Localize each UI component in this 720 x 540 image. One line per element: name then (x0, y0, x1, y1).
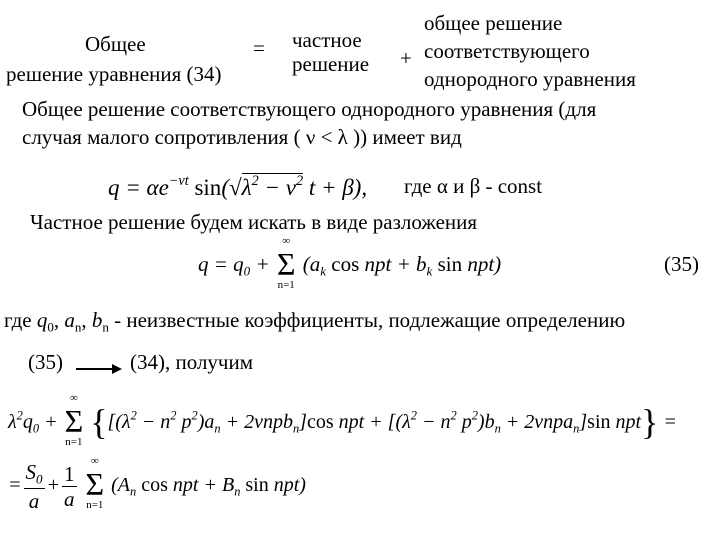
particular-solution-label: частное (292, 28, 362, 52)
arrow-icon (76, 362, 122, 380)
sum-symbol: Σ ∞ n=1 (276, 235, 296, 291)
general-solution-label: Общее (85, 32, 146, 56)
result-formula: = $\frac{S_0}{a}$ + $\frac{1}{a}$ Σ ∞ n=1 ($A_n$ cos npt + $B_n$ sin npt) (8, 454, 306, 513)
paragraph-line1: Общее решение соответствующего однородного уравнения (для (22, 97, 597, 121)
substitution-to: (34), получим (130, 350, 254, 374)
paragraph-line2: случая малого сопротивления ( ν < λ )) имеет вид (22, 125, 462, 149)
equation-number: (35) (664, 252, 699, 276)
coefficients-note: где $q_0$, $a_n$, $b_n$ - неизвестные коэффициенты, подлежащие определению (4, 308, 626, 335)
homogeneous-solution-line1: общее решение (424, 11, 563, 35)
substitution-from: (35) (28, 350, 63, 374)
sum-symbol: Σ ∞ n=1 (85, 454, 105, 511)
constants-note: где α и β - const (404, 174, 543, 198)
homogeneous-solution-formula: $q = \alpha e^{-\nu t}$ $\sin(√\lambda^2 - \nu^2$ t + β), (108, 173, 368, 200)
expansion-formula: $q = q_0 + \Sigma$ ∞ n=1 ($a_k$ cos npt + $b_k$ sin npt) (198, 235, 502, 291)
plus-sign: + (400, 46, 412, 70)
homogeneous-solution-line3: однородного уравнения (424, 67, 636, 91)
general-solution-label-line2: решение уравнения (34) (6, 62, 222, 86)
particular-solution-label-line2: решение (292, 52, 370, 76)
homogeneous-solution-line2: соответствующего (424, 39, 590, 63)
substituted-formula: $\lambda^2q_0 + \Sigma$ ∞ n=1 {[($\lambda^2 - n^2$ $p^2)a_n + 2\nu npb_n]\cos$ npt + [($\lambda^2 - n^2$ $p^2)b_n + 2\nu npa_n]\sin$ npt} = (8, 392, 677, 448)
expansion-paragraph: Частное решение будем искать в виде разложения (30, 210, 478, 234)
sum-symbol: Σ ∞ n=1 (64, 392, 84, 448)
equals-sign: = (253, 36, 265, 60)
